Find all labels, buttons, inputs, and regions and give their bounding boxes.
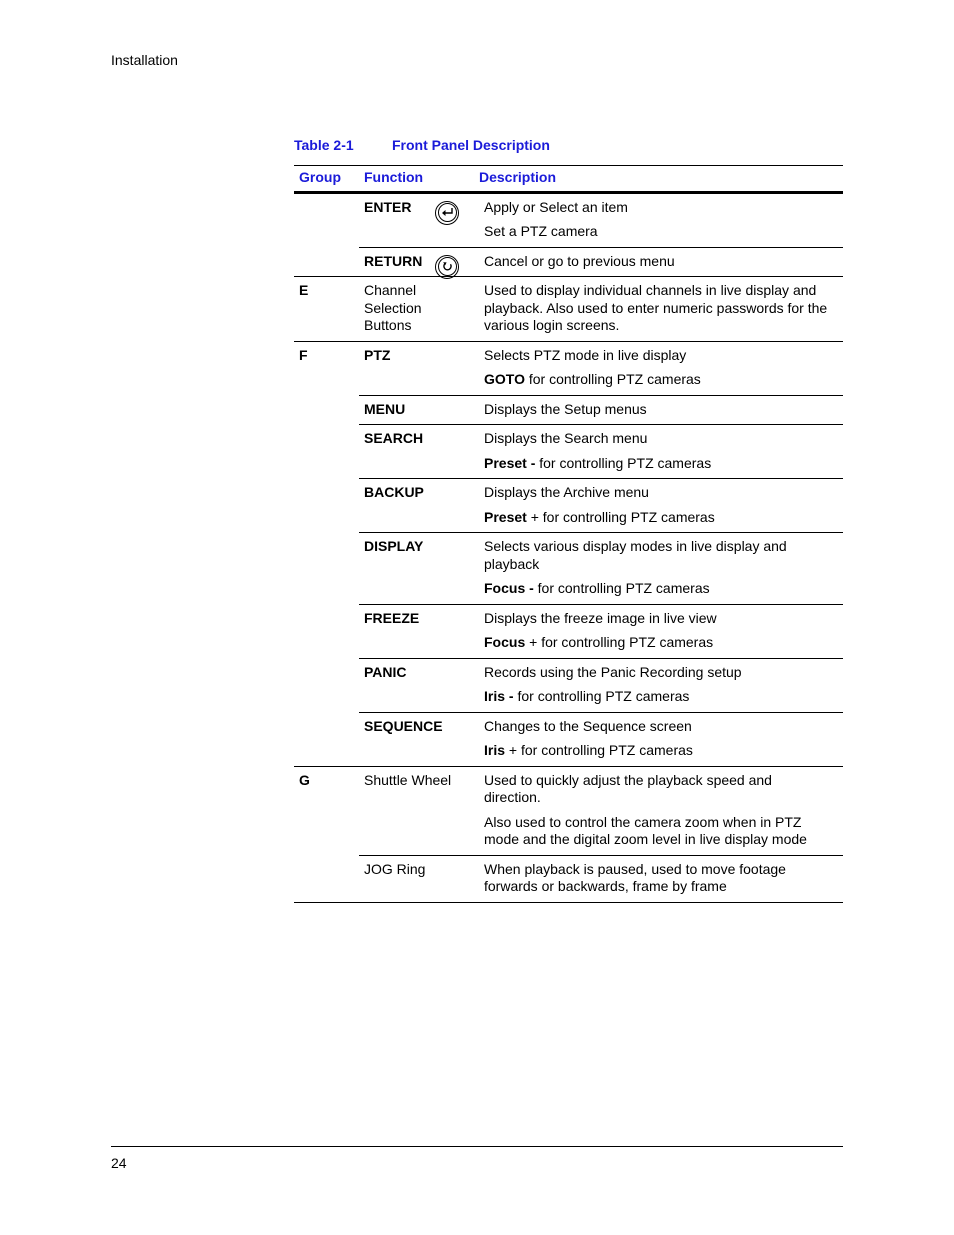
function-cell xyxy=(359,766,479,855)
enter-icon xyxy=(435,201,459,225)
function-name: RETURN xyxy=(364,252,423,269)
description-line xyxy=(484,223,829,241)
table-row xyxy=(294,766,843,855)
function-cell xyxy=(359,855,479,902)
description-line xyxy=(484,347,829,365)
table-row xyxy=(294,395,843,425)
description-text: Selects various display modes in live display and playback xyxy=(484,538,791,572)
description-text: Changes to the Sequence screen xyxy=(484,717,692,734)
group-cell xyxy=(294,479,359,533)
table-row xyxy=(294,658,843,712)
description-line xyxy=(484,580,829,598)
description-line xyxy=(484,455,829,473)
function-name: Shuttle Wheel xyxy=(364,771,452,788)
description-text: for controlling PTZ cameras xyxy=(533,580,710,596)
description-line xyxy=(484,430,829,448)
description-text: for controlling PTZ cameras xyxy=(524,371,701,387)
column-header-group: Group xyxy=(294,166,359,193)
function-name: MENU xyxy=(364,400,406,417)
description-text: Also used to control the camera zoom when in PTZ mode and the digital zoom level in live display mode xyxy=(484,813,807,847)
running-header: Installation xyxy=(111,52,178,68)
function-cell xyxy=(359,277,479,342)
description-keyword: Preset - xyxy=(484,454,536,471)
description-line xyxy=(484,718,829,736)
function-cell xyxy=(359,192,479,247)
description-cell xyxy=(479,395,843,425)
group-cell xyxy=(294,855,359,902)
description-keyword: GOTO xyxy=(484,371,525,387)
description-keyword: Iris xyxy=(484,742,506,758)
description-keyword: Iris - xyxy=(484,688,514,704)
function-cell xyxy=(359,604,479,658)
column-header-function: Function xyxy=(359,166,479,193)
function-cell xyxy=(359,425,479,479)
group-cell xyxy=(294,192,359,247)
description-line xyxy=(484,253,829,271)
table-row xyxy=(294,341,843,395)
description-line xyxy=(484,401,829,419)
description-line xyxy=(484,509,829,527)
description-text: Displays the Setup menus xyxy=(484,400,647,417)
description-cell xyxy=(479,247,843,277)
column-header-description: Description xyxy=(479,166,843,193)
description-line xyxy=(484,199,829,217)
description-text: Displays the Archive menu xyxy=(484,484,649,500)
description-cell xyxy=(479,533,843,605)
description-line xyxy=(484,772,829,807)
enter-icon-ring xyxy=(438,203,457,222)
description-line xyxy=(484,634,829,652)
description-cell xyxy=(479,479,843,533)
group-cell xyxy=(294,395,359,425)
table-header-row xyxy=(294,166,843,193)
function-name: PANIC xyxy=(364,663,407,680)
description-text: Cancel or go to previous menu xyxy=(484,252,675,269)
group-cell xyxy=(294,247,359,277)
description-text: Apply or Select an item xyxy=(484,198,628,215)
description-keyword: Focus - xyxy=(484,580,534,596)
function-name: JOG Ring xyxy=(364,860,426,877)
description-cell xyxy=(479,712,843,766)
description-line xyxy=(484,664,829,682)
description-line xyxy=(484,814,829,849)
description-line xyxy=(484,538,829,573)
function-cell xyxy=(359,341,479,395)
description-text: + for controlling PTZ cameras xyxy=(505,742,693,758)
function-cell xyxy=(359,658,479,712)
group-cell: E xyxy=(294,277,359,342)
description-line xyxy=(484,688,829,706)
description-text: for controlling PTZ cameras xyxy=(513,688,690,704)
description-text: Used to display individual channels in live display and playback. Also used to enter numeric passwords for the various login screens. xyxy=(484,282,832,333)
description-cell xyxy=(479,341,843,395)
group-cell xyxy=(294,604,359,658)
description-cell xyxy=(479,766,843,855)
front-panel-table xyxy=(294,165,843,903)
table-row xyxy=(294,533,843,605)
description-text: Set a PTZ camera xyxy=(484,223,598,239)
table-row xyxy=(294,479,843,533)
description-text: When playback is paused, used to move footage forwards or backwards, frame by frame xyxy=(484,860,790,894)
function-name: FREEZE xyxy=(364,609,420,626)
description-text: Records using the Panic Recording setup xyxy=(484,663,742,680)
group-cell xyxy=(294,425,359,479)
return-icon xyxy=(435,255,459,279)
group-cell xyxy=(294,712,359,766)
function-cell xyxy=(359,479,479,533)
description-keyword: Preset xyxy=(484,508,527,525)
function-cell xyxy=(359,247,479,277)
description-text: + for controlling PTZ cameras xyxy=(525,634,714,650)
footer-divider xyxy=(111,1146,843,1147)
group-cell xyxy=(294,533,359,605)
description-table xyxy=(294,165,843,903)
function-name: SEQUENCE xyxy=(364,717,443,734)
return-icon-ring xyxy=(438,257,457,276)
function-name: ENTER xyxy=(364,198,412,215)
description-line xyxy=(484,484,829,502)
table-row xyxy=(294,192,843,247)
description-keyword: Focus xyxy=(484,634,526,650)
description-cell xyxy=(479,192,843,247)
description-text: Displays the freeze image in live view xyxy=(484,609,717,626)
description-line xyxy=(484,282,832,335)
function-cell xyxy=(359,712,479,766)
description-line xyxy=(484,371,829,389)
table-row xyxy=(294,277,843,342)
group-cell: G xyxy=(294,766,359,855)
function-name: BACKUP xyxy=(364,484,424,500)
description-text: Used to quickly adjust the playback speed and direction. xyxy=(484,771,776,805)
description-line xyxy=(484,610,829,628)
description-cell xyxy=(479,425,843,479)
table-row xyxy=(294,604,843,658)
function-cell xyxy=(359,395,479,425)
function-cell xyxy=(359,533,479,605)
table-title: Front Panel Description xyxy=(392,137,550,153)
description-text: for controlling PTZ cameras xyxy=(535,454,712,471)
table-number: Table 2-1 xyxy=(294,137,354,153)
description-line xyxy=(484,861,829,896)
function-name: DISPLAY xyxy=(364,538,424,554)
description-line xyxy=(484,742,829,760)
page-number: 24 xyxy=(111,1155,127,1171)
description-cell xyxy=(479,277,843,342)
function-name: SEARCH xyxy=(364,430,424,446)
table-row xyxy=(294,855,843,902)
table-row xyxy=(294,425,843,479)
table-row xyxy=(294,247,843,277)
description-text: Displays the Search menu xyxy=(484,430,648,446)
description-text: + for controlling PTZ cameras xyxy=(526,508,715,525)
table-body xyxy=(294,192,843,902)
description-cell xyxy=(479,604,843,658)
function-name: PTZ xyxy=(364,346,391,363)
description-cell xyxy=(479,658,843,712)
description-text: Selects PTZ mode in live display xyxy=(484,346,687,363)
group-cell xyxy=(294,658,359,712)
table-row xyxy=(294,712,843,766)
function-name: Channel Selection Buttons xyxy=(364,282,422,333)
description-cell xyxy=(479,855,843,902)
table-caption xyxy=(294,137,550,153)
group-cell: F xyxy=(294,341,359,395)
